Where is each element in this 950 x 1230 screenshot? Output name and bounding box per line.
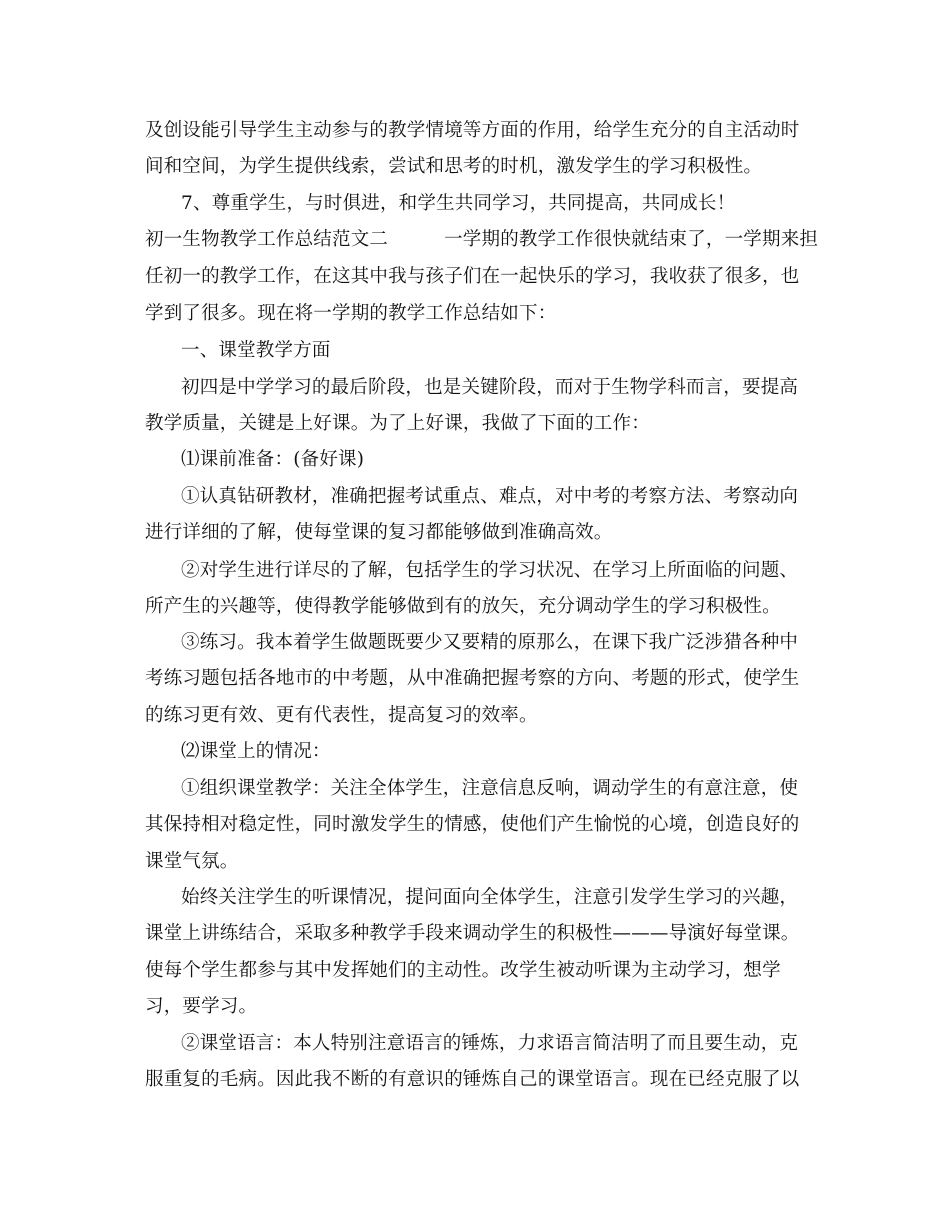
body-text-line: ①认真钻研教材，准确把握考试重点、难点，对中考的考察方法、考察动向	[181, 486, 799, 507]
section-heading: 初一生物教学工作总结范文二	[145, 229, 389, 250]
body-text-line: ①组织课堂教学：关注全体学生，注意信息反响，调动学生的有意注意，使	[181, 778, 799, 799]
body-text-line: 服重复的毛病。因此我不断的有意识的锤炼自己的课堂语言。现在已经克服了以	[145, 1069, 800, 1090]
section-heading-line	[145, 231, 818, 250]
body-text-line: 课堂气氛。	[145, 851, 239, 872]
body-text: 一学期的教学工作很快就结束了，一学期来担	[444, 229, 819, 250]
body-text-line: 其保持相对稳定性，同时激发学生的情感，使他们产生愉悦的心境，创造良好的	[145, 814, 800, 835]
body-text-line: 考练习题包括各地市的中考题，从中准确把握考察的方向、考题的形式，使学生	[145, 668, 800, 689]
subheading-line: ⑵课堂上的情况：	[181, 741, 331, 762]
subheading-line: ⑴课前准备：(备好课)	[181, 449, 365, 470]
body-text-line: 初四是中学学习的最后阶段，也是关键阶段，而对于生物学科而言，要提高	[181, 377, 799, 398]
body-text-line: ③练习。我本着学生做题既要少又要精的原那么，在课下我广泛涉猎各种中	[181, 632, 799, 653]
body-text-line: 及创设能引导学生主动参与的教学情境等方面的作用，给学生充分的自主活动时	[145, 120, 800, 141]
body-text-line: ②课堂语言：本人特别注意语言的锤炼，力求语言简洁明了而且要生动，克	[181, 1033, 799, 1054]
body-text-line: 学到了很多。现在将一学期的教学工作总结如下：	[145, 303, 557, 324]
body-text-line: ②对学生进行详尽的了解，包括学生的学习状况、在学习上所面临的问题、	[181, 560, 799, 581]
body-text-line: 教学质量，关键是上好课。为了上好课，我做了下面的工作：	[145, 413, 650, 434]
body-text-line: 的练习更有效、更有代表性，提高复习的效率。	[145, 705, 538, 726]
body-text-line: 使每个学生都参与其中发挥她们的主动性。改学生被动听课为主动学习，想学	[145, 960, 781, 981]
body-text-line: 进行详细的了解，使每堂课的复习都能够做到准确高效。	[145, 522, 613, 543]
body-text-line: 始终关注学生的听课情况，提问面向全体学生，注意引发学生学习的兴趣，	[181, 887, 799, 908]
body-text-line: 间和空间，为学生提供线索，尝试和思考的时机，激发学生的学习积极性。	[145, 156, 763, 177]
body-text-line: 任初一的教学工作，在这其中我与孩子们在一起快乐的学习，我收获了很多，也	[145, 266, 800, 287]
body-text-line: 习，要学习。	[145, 996, 258, 1017]
body-text-line: 课堂上讲练结合，采取多种教学手段来调动学生的积极性———导演好每堂课。	[145, 923, 800, 944]
body-text-line: 所产生的兴趣等，使得教学能够做到有的放矢，充分调动学生的学习积极性。	[145, 596, 781, 617]
body-text-line: 7、尊重学生，与时俱进，和学生共同学习，共同提高，共同成长！	[181, 193, 736, 214]
subheading-line: 一、课堂教学方面	[181, 340, 331, 361]
